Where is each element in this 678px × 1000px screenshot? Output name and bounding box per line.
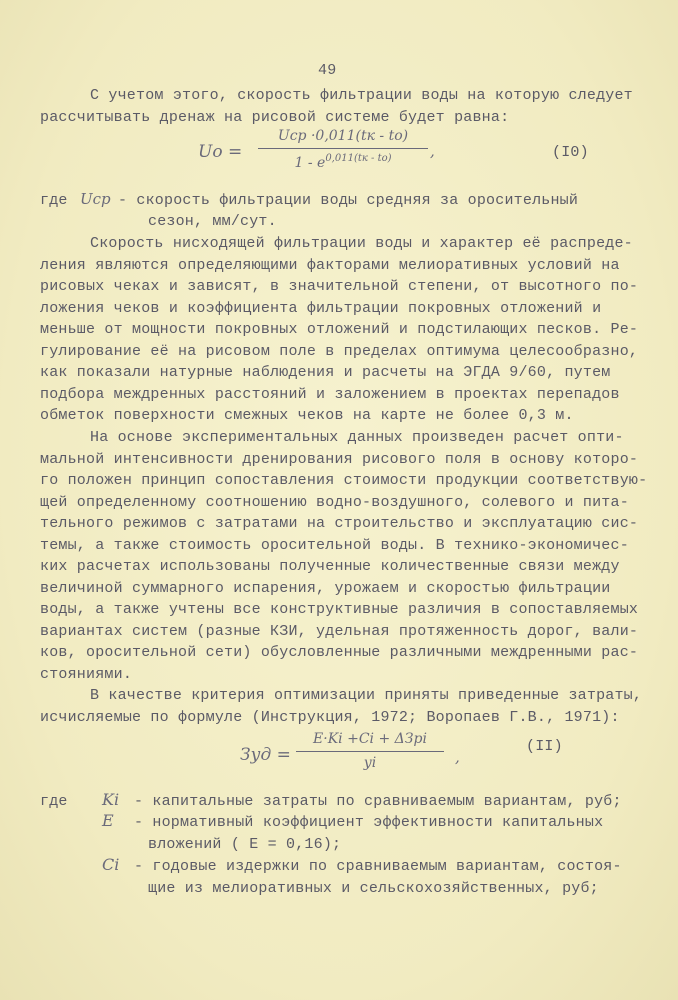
formula-11-denominator: yi xyxy=(363,755,377,771)
text-line: ких расчетах использованы полученные количественные связи между xyxy=(40,558,620,575)
fraction-bar xyxy=(258,148,428,149)
text-line: го положен принцип сопоставления стоимости продукции соответствую- xyxy=(40,472,648,489)
formula-11-lhs: Зуд = xyxy=(240,745,291,765)
text-line: С учетом этого, скорость фильтрации воды на которую следует xyxy=(90,87,633,104)
formula-10-numerator: Uср ·0,011(tк - to) xyxy=(277,128,409,144)
definition-continuation: щие из мелиоративных и сельскохозяйственных, руб; xyxy=(148,879,599,897)
denominator-exponent: 0,011(tк - to) xyxy=(325,153,392,164)
definition-continuation: сезон, мм/сут. xyxy=(148,213,277,230)
equation-number-10: (I0) xyxy=(552,144,589,161)
definition-text: - капитальные затраты по сравниваемым вариантам, руб; xyxy=(134,793,622,810)
text-line: стояниями. xyxy=(40,665,133,683)
where-label: где xyxy=(40,793,68,810)
text-line: гулирование её на рисовом поле в пределах оптимума целесообразно, xyxy=(40,342,639,360)
symbol-u-sr: Uср xyxy=(80,190,111,208)
text-line: подбора междренных расстояний и заложением в проектах перепадов xyxy=(40,385,620,403)
text-line: вариантах систем (разные КЗИ, удельная протяженность дорог, вали- xyxy=(40,622,639,640)
formula-11-numerator: E·Ki +Ci + ΔЗpi xyxy=(313,731,427,747)
text-line: рассчитывать дренаж на рисовой системе будет равна: xyxy=(40,108,510,126)
text-line: воды, а также учтены все конструктивные различия в сопоставляемых xyxy=(40,601,639,618)
text-line: как показали натурные наблюдения и расчеты на ЭГДА 9/60, путем xyxy=(40,364,611,381)
definition-text: - годовые издержки по сравниваемым вариантам, состоя- xyxy=(134,858,622,875)
definition-text: - нормативный коэффициент эффективности капитальных xyxy=(134,814,604,831)
where-label: где xyxy=(40,192,68,209)
formula-10-lhs: Uo = xyxy=(198,142,243,162)
text-line: Скорость нисходящей фильтрации воды и характер её распреде- xyxy=(90,235,633,252)
text-line: величиной суммарного испарения, урожаем и скоростью фильтрации xyxy=(40,579,611,597)
text-line: обметок поверхности смежных чеков на карте не более 0,3 м. xyxy=(40,407,574,424)
denominator-base: 1 - e xyxy=(294,155,326,171)
text-line: тельного режимов с затратами на строительство и эксплуатацию сис- xyxy=(40,515,639,532)
text-line: ложения чеков и коэффициента фильтрации покровных отложений и xyxy=(40,299,602,317)
symbol: Ci xyxy=(102,855,120,874)
text-line: На основе экспериментальных данных произведен расчет опти- xyxy=(90,429,624,446)
text-line: мальной интенсивности дренирования рисового поля в основу которо- xyxy=(40,450,639,468)
page-number: 49 xyxy=(318,62,337,79)
definition-continuation: вложений ( E = 0,16); xyxy=(148,835,342,853)
text-line: В качестве критерия оптимизации приняты приведенные затраты, xyxy=(90,687,643,704)
text-line: исчисляемые по формуле (Инструкция, 1972; Воропаев Г.В., 1971): xyxy=(40,708,620,726)
fraction-bar xyxy=(296,751,444,752)
formula-10-denominator xyxy=(258,153,428,171)
text-line: щей определенному соотношению водно-воздушного, солевого и пита- xyxy=(40,493,629,511)
text-line: рисовых чеках и зависят, в значительной степени, от высотного по- xyxy=(40,278,639,295)
formula-10-comma: , xyxy=(430,142,435,160)
text-line: ления являются определяющими факторами мелиоративных условий на xyxy=(40,256,620,274)
text-line: темы, а также стоимость оросительной воды. В технико-экономичес- xyxy=(40,536,629,554)
definition-text: - скорость фильтрации воды средняя за оросительный xyxy=(118,192,579,209)
symbol: Ki xyxy=(102,790,120,809)
equation-number-11: (II) xyxy=(526,738,563,755)
formula-11-comma: , xyxy=(455,748,460,766)
symbol: E xyxy=(102,811,114,830)
text-line: меньше от мощности покровных отложений и подстилающих песков. Ре- xyxy=(40,321,639,338)
text-line: ков, оросительной сети) обусловленные различными междренными рас- xyxy=(40,644,639,661)
